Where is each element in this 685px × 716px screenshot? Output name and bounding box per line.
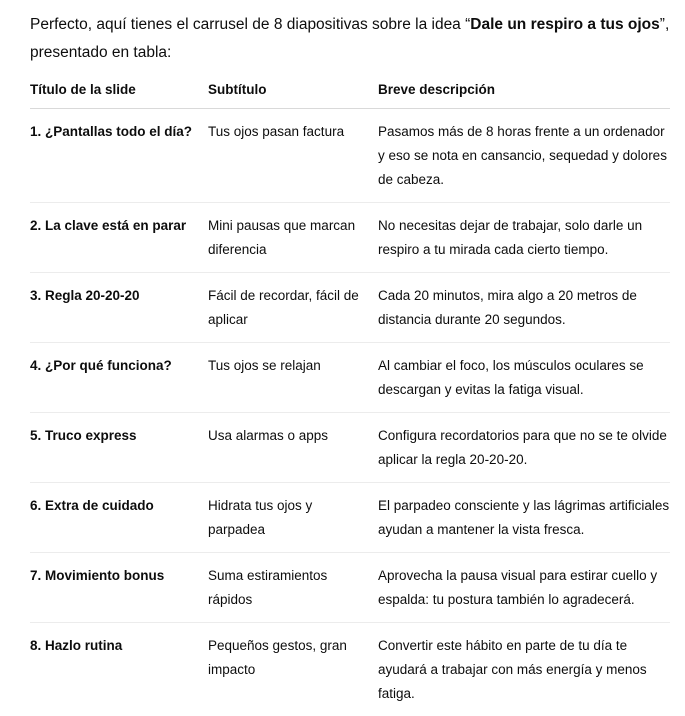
table-row — [30, 413, 670, 483]
table-row — [30, 553, 670, 623]
row-title: 3. Regla 20-20-20 — [30, 273, 208, 343]
header-title: Título de la slide — [30, 78, 208, 109]
intro-paragraph — [30, 0, 670, 67]
table-body — [30, 109, 670, 716]
row-title: 5. Truco express — [30, 413, 208, 483]
table-header-row — [30, 78, 670, 109]
row-description: Al cambiar el foco, los músculos oculares se descargan y evitas la fatiga visual. — [378, 343, 670, 413]
table-row — [30, 343, 670, 413]
row-subtitle: Mini pausas que marcan diferencia — [208, 203, 378, 273]
row-title: 7. Movimiento bonus — [30, 553, 208, 623]
table-row — [30, 273, 670, 343]
header-description: Breve descripción — [378, 78, 670, 109]
row-description: Convertir este hábito en parte de tu día te ayudará a trabajar con más energía y menos fatiga. — [378, 623, 670, 716]
intro-bold-idea: Dale un respiro a tus ojos — [470, 16, 660, 33]
row-description: No necesitas dejar de trabajar, solo darle un respiro a tu mirada cada cierto tiempo. — [378, 203, 670, 273]
row-title: 1. ¿Pantallas todo el día? — [30, 109, 208, 203]
row-subtitle: Hidrata tus ojos y parpadea — [208, 483, 378, 553]
header-subtitle: Subtítulo — [208, 78, 378, 109]
row-description: Aprovecha la pausa visual para estirar cuello y espalda: tu postura también lo agradecerá. — [378, 553, 670, 623]
row-description: Cada 20 minutos, mira algo a 20 metros de distancia durante 20 segundos. — [378, 273, 670, 343]
row-title: 4. ¿Por qué funciona? — [30, 343, 208, 413]
row-title: 8. Hazlo rutina — [30, 623, 208, 716]
table-row — [30, 203, 670, 273]
table-row — [30, 483, 670, 553]
intro-suffix: ”, presentado en tabla: — [30, 16, 669, 61]
row-title: 2. La clave está en parar — [30, 203, 208, 273]
row-subtitle: Tus ojos se relajan — [208, 343, 378, 413]
assistant-message — [30, 0, 670, 716]
table-header — [30, 78, 670, 109]
row-subtitle: Tus ojos pasan factura — [208, 109, 378, 203]
table-row — [30, 623, 670, 716]
row-title: 6. Extra de cuidado — [30, 483, 208, 553]
row-description: Pasamos más de 8 horas frente a un ordenador y eso se nota en cansancio, sequedad y dolores de cabeza. — [378, 109, 670, 203]
row-subtitle: Pequeños gestos, gran impacto — [208, 623, 378, 716]
row-description: Configura recordatorios para que no se te olvide aplicar la regla 20-20-20. — [378, 413, 670, 483]
row-description: El parpadeo consciente y las lágrimas artificiales ayudan a mantener la vista fresca. — [378, 483, 670, 553]
intro-prefix: Perfecto, aquí tienes el carrusel de 8 diapositivas sobre la idea “ — [30, 16, 470, 33]
row-subtitle: Usa alarmas o apps — [208, 413, 378, 483]
row-subtitle: Suma estiramientos rápidos — [208, 553, 378, 623]
row-subtitle: Fácil de recordar, fácil de aplicar — [208, 273, 378, 343]
table-row — [30, 109, 670, 203]
slides-table — [30, 78, 670, 716]
